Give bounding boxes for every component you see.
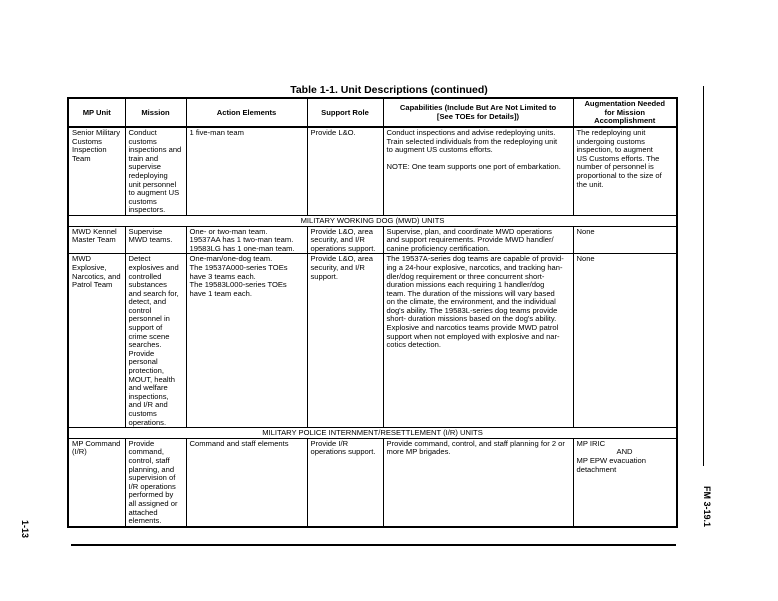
header-capabilities: Capabilities (Include But Are Not Limited to [See TOEs for Details]) — [383, 98, 573, 127]
unit-descriptions-table — [67, 97, 678, 528]
manual-code: FM 3-19.1 — [702, 486, 712, 528]
cell-support: Provide L&O. — [307, 127, 383, 215]
header-row — [68, 98, 677, 127]
cell-action: One-man/one-dog team. The 19537A000-series TOEs have 3 teams each. The 19583L000-series TOEs have 1 team each. — [186, 254, 307, 428]
table-row — [68, 127, 677, 215]
cell-mission: Supervise MWD teams. — [125, 226, 186, 254]
cell-action: Command and staff elements — [186, 438, 307, 526]
cell-augmentation: None — [573, 226, 677, 254]
cell-action: 1 five-man team — [186, 127, 307, 215]
table-row — [68, 438, 677, 526]
cell-unit: MP Command (I/R) — [68, 438, 125, 526]
cell-mission: Conduct customs inspections and train and supervise redeploying unit personnel to augment US customs inspectors. — [125, 127, 186, 215]
cell-support: Provide I/R operations support. — [307, 438, 383, 526]
section-heading: MILITARY WORKING DOG (MWD) UNITS — [68, 215, 677, 226]
cell-capabilities: The 19537A-series dog teams are capable of provid- ing a 24-hour explosive, narcotics, and tracking han- dler/dog requirement or three concurrent short- duration missions each requiring 1 handler/dog team. The duration of the missions will vary based on the climate, the environment, and the individual dog's ability. The 19583L-series dog teams provide short- duration missions based on the dog's ability. Explosive and narcotics teams provide MWD patrol support when not employed with explosive and nar- cotics detection. — [383, 254, 573, 428]
header-mission: Mission — [125, 98, 186, 127]
cell-unit: MWD Explosive, Narcotics, and Patrol Team — [68, 254, 125, 428]
header-mp-unit: MP Unit — [68, 98, 125, 127]
table-row — [68, 226, 677, 254]
header-action-elements: Action Elements — [186, 98, 307, 127]
cell-mission: Provide command, control, staff planning, and supervision of I/R operations performed by all assigned or attached elements. — [125, 438, 186, 526]
section-heading: MILITARY POLICE INTERNMENT/RESETTLEMENT (I/R) UNITS — [68, 428, 677, 439]
section-row-mwd — [68, 215, 677, 226]
augmentation-line: MP IRIC — [576, 438, 606, 448]
cell-augmentation: None — [573, 254, 677, 428]
cell-support: Provide L&O, area security, and I/R operations support. — [307, 226, 383, 254]
cell-action: One- or two-man team. 19537AA has 1 two-man team. 19583LG has 1 one-man team. — [186, 226, 307, 254]
cell-augmentation — [573, 438, 677, 526]
cell-mission: Detect explosives and controlled substances and search for, detect, and control personnel in support of crime scene searches. Provide personal protection, MOUT, health and welfare inspections, and I/R and customs operations. — [125, 254, 186, 428]
bottom-rule — [71, 544, 676, 546]
cell-capabilities: Conduct inspections and advise redeploying units. Train selected individuals from the redeploying unit to augment US customs efforts. NOTE: One team supports one port of embarkation. — [383, 127, 573, 215]
page-number: 1-13 — [20, 520, 30, 539]
augmentation-and: AND — [616, 447, 633, 457]
augmentation-line: MP EPW evacuation detachment — [576, 455, 647, 474]
cell-unit: Senior Military Customs Inspection Team — [68, 127, 125, 215]
header-support-role: Support Role — [307, 98, 383, 127]
margin-rule — [703, 86, 704, 466]
table-title: Table 1-1. Unit Descriptions (continued) — [290, 84, 488, 96]
header-augmentation: Augmentation Needed for Mission Accomplishment — [573, 98, 677, 127]
cell-augmentation: The redeploying unit undergoing customs inspection, to augment US Customs efforts. The number of personnel is proportional to the size of the unit. — [573, 127, 677, 215]
cell-capabilities: Supervise, plan, and coordinate MWD operations and support requirements. Provide MWD handler/ canine proficiency certification. — [383, 226, 573, 254]
table-row — [68, 254, 677, 428]
cell-capabilities: Provide command, control, and staff planning for 2 or more MP brigades. — [383, 438, 573, 526]
cell-unit: MWD Kennel Master Team — [68, 226, 125, 254]
cell-support: Provide L&O, area security, and I/R support. — [307, 254, 383, 428]
section-row-ir — [68, 428, 677, 439]
